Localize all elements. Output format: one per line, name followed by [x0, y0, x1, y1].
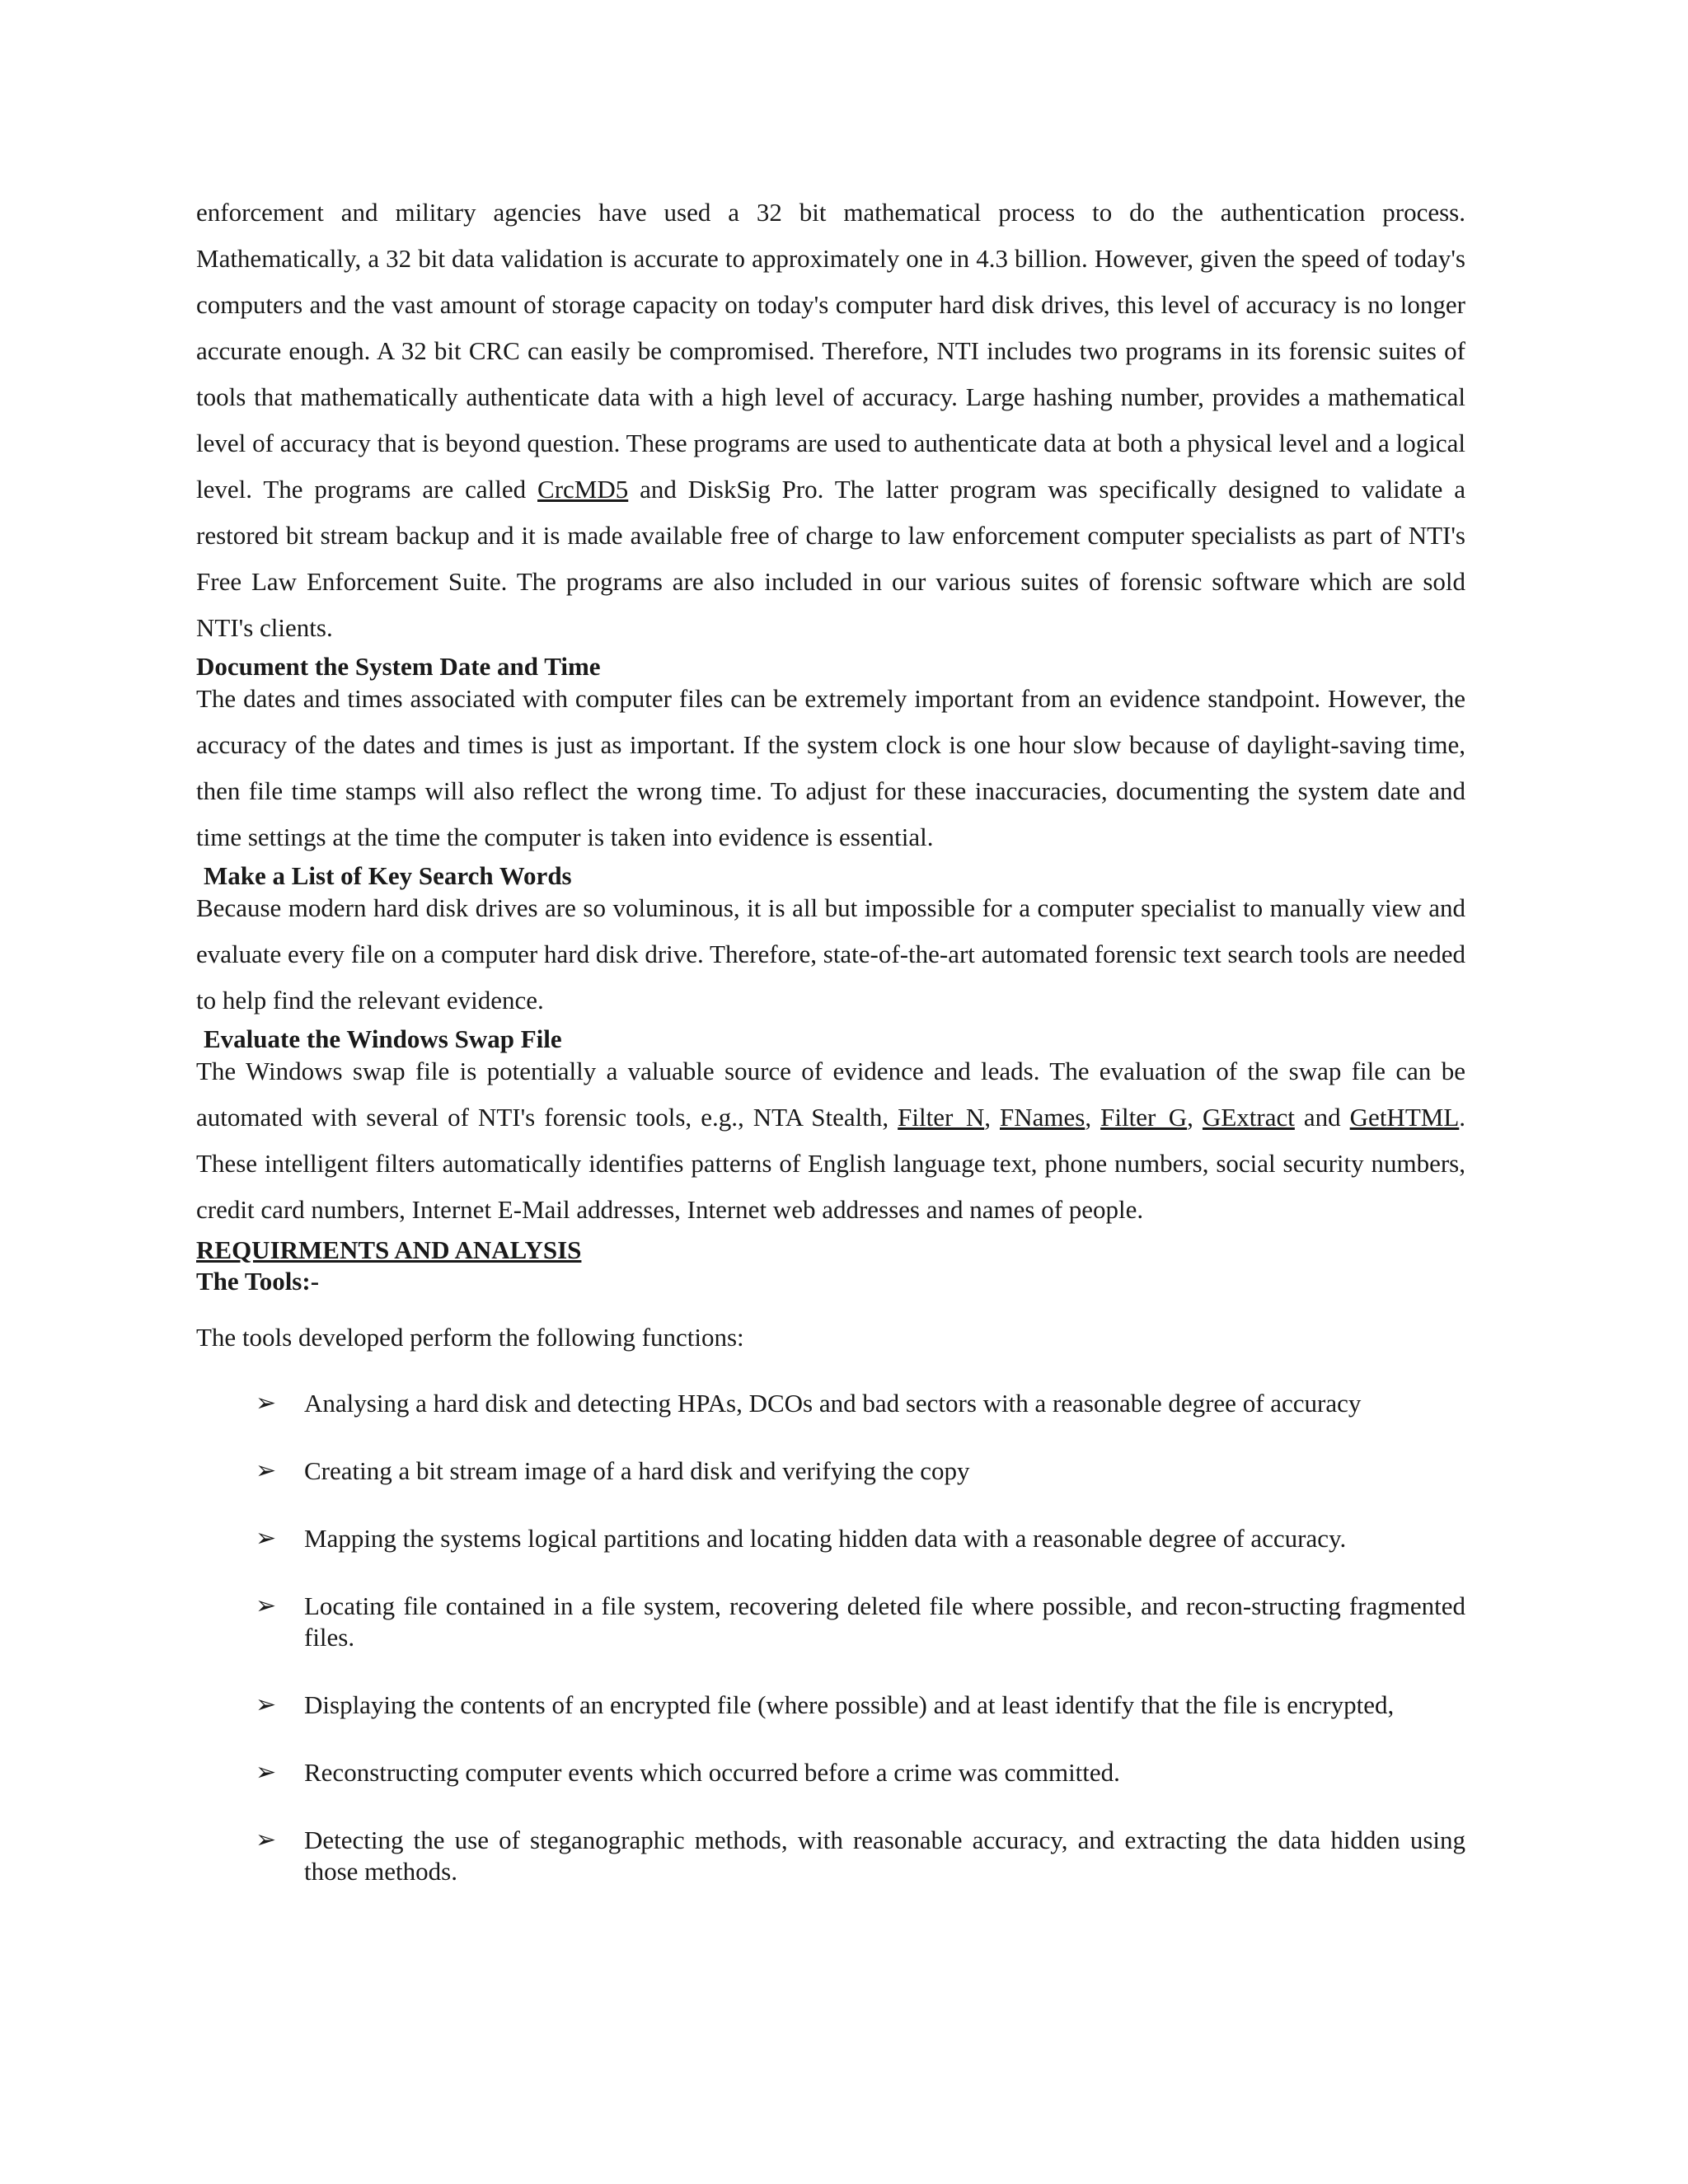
link-filter-n[interactable]: Filter_N	[898, 1103, 985, 1132]
arrow-bullet-icon: ➢	[256, 1524, 277, 1553]
list-item	[196, 1455, 1465, 1487]
link-gextract[interactable]: GExtract	[1202, 1103, 1295, 1132]
paragraph-system-date-time: The dates and times associated with computer files can be extremely important from an evidence standpoint. However, the accuracy of the dates and times is just as important. If the system clock is one hour slow because of daylight-saving time, then file time stamps will also reflect the wrong time. To adjust for these inaccuracies, documenting the system date and time settings at the time the computer is taken into evidence is essential.	[196, 684, 1465, 851]
link-filter-g[interactable]: Filter_G	[1100, 1103, 1188, 1132]
tools-function-list	[196, 1388, 1465, 1887]
list-item	[196, 1591, 1465, 1653]
heading-system-date-time: Document the System Date and Time	[196, 652, 601, 681]
paragraph-text: and DiskSig Pro. The latter program was specifically designed to validate a restored bit stream backup and it is made available free of charge to law enforcement computer specialists as part of NTI's Free Law Enforcement Suite. The programs are also included in our various suites of forensic software which are sold NTI's clients.	[196, 475, 1465, 642]
separator: ,	[1187, 1103, 1203, 1132]
paragraph-windows-swap-file	[196, 1048, 1465, 1233]
document-page	[196, 190, 1465, 1924]
arrow-bullet-icon: ➢	[256, 1389, 277, 1418]
list-item	[196, 1757, 1465, 1788]
list-item	[196, 1388, 1465, 1419]
paragraph-text: . These intelligent filters automatically identifies patterns of English language text, phone numbers, social security numbers, credit card numbers, Internet E-Mail addresses, Internet web addresses and names of people.	[196, 1103, 1466, 1224]
paragraph-tools-intro: The tools developed perform the following functions:	[196, 1323, 744, 1352]
list-item-text: Mapping the systems logical partitions and locating hidden data with a reasonable degree of accuracy.	[304, 1524, 1347, 1553]
separator: ,	[1085, 1103, 1101, 1132]
paragraph-key-search-words: Because modern hard disk drives are so voluminous, it is all but impossible for a computer specialist to manually view and evaluate every file on a computer hard disk drive. Therefore, state-of-the-art automated forensic text search tools are needed to help find the relevant evidence.	[196, 893, 1465, 1015]
separator: and	[1294, 1103, 1350, 1132]
link-crcmd5[interactable]: CrcMD5	[537, 475, 629, 504]
heading-the-tools: The Tools:-	[196, 1267, 320, 1296]
heading-requirements-analysis: REQUIRMENTS AND ANALYSIS	[196, 1235, 582, 1264]
list-item	[196, 1690, 1465, 1721]
link-gethtml[interactable]: GetHTML	[1349, 1103, 1460, 1132]
list-item	[196, 1523, 1465, 1554]
list-item	[196, 1825, 1465, 1887]
paragraph-text: enforcement and military agencies have used a 32 bit mathematical process to do the authentication process. Mathematically, a 32 bit data validation is accurate to approximately one in 4.3 billion. However, given the speed of today's computers and the vast amount of storage capacity on today's computer hard disk drives, this level of accuracy is no longer accurate enough. A 32 bit CRC can easily be compromised. Therefore, NTI includes two programs in its forensic suites of tools that mathematically authenticate data with a high level of accuracy. Large hashing number, provides a mathematical level of accuracy that is beyond question. These programs are used to authenticate data at both a physical level and a logical level. The programs are called	[196, 198, 1465, 504]
link-fnames[interactable]: FNames	[1000, 1103, 1085, 1132]
list-item-text: Displaying the contents of an encrypted file (where possible) and at least identify that the file is encrypted,	[304, 1690, 1395, 1719]
separator: ,	[984, 1103, 1000, 1132]
list-item-text: Reconstructing computer events which occurred before a crime was committed.	[304, 1758, 1120, 1787]
list-item-text: Detecting the use of steganographic methods, with reasonable accuracy, and extracting the data hidden using those methods.	[304, 1825, 1465, 1886]
list-item-text: Analysing a hard disk and detecting HPAs, DCOs and bad sectors with a reasonable degree of accuracy	[304, 1389, 1362, 1418]
arrow-bullet-icon: ➢	[256, 1456, 277, 1485]
arrow-bullet-icon: ➢	[256, 1690, 277, 1719]
paragraph-text: The Windows swap file is potentially a valuable source of evidence and leads. The evaluation of the swap file can be automated with several of NTI's forensic tools, e.g., NTA Stealth,	[196, 1057, 1465, 1132]
paragraph-authentication	[196, 190, 1465, 651]
list-item-text: Locating file contained in a file system, recovering deleted file where possible, and recon-structing fragmented files.	[304, 1591, 1465, 1652]
heading-windows-swap-file: Evaluate the Windows Swap File	[204, 1024, 562, 1053]
arrow-bullet-icon: ➢	[256, 1591, 277, 1620]
list-item-text: Creating a bit stream image of a hard disk and verifying the copy	[304, 1456, 970, 1485]
arrow-bullet-icon: ➢	[256, 1825, 277, 1854]
arrow-bullet-icon: ➢	[256, 1758, 277, 1787]
heading-key-search-words: Make a List of Key Search Words	[204, 861, 572, 890]
